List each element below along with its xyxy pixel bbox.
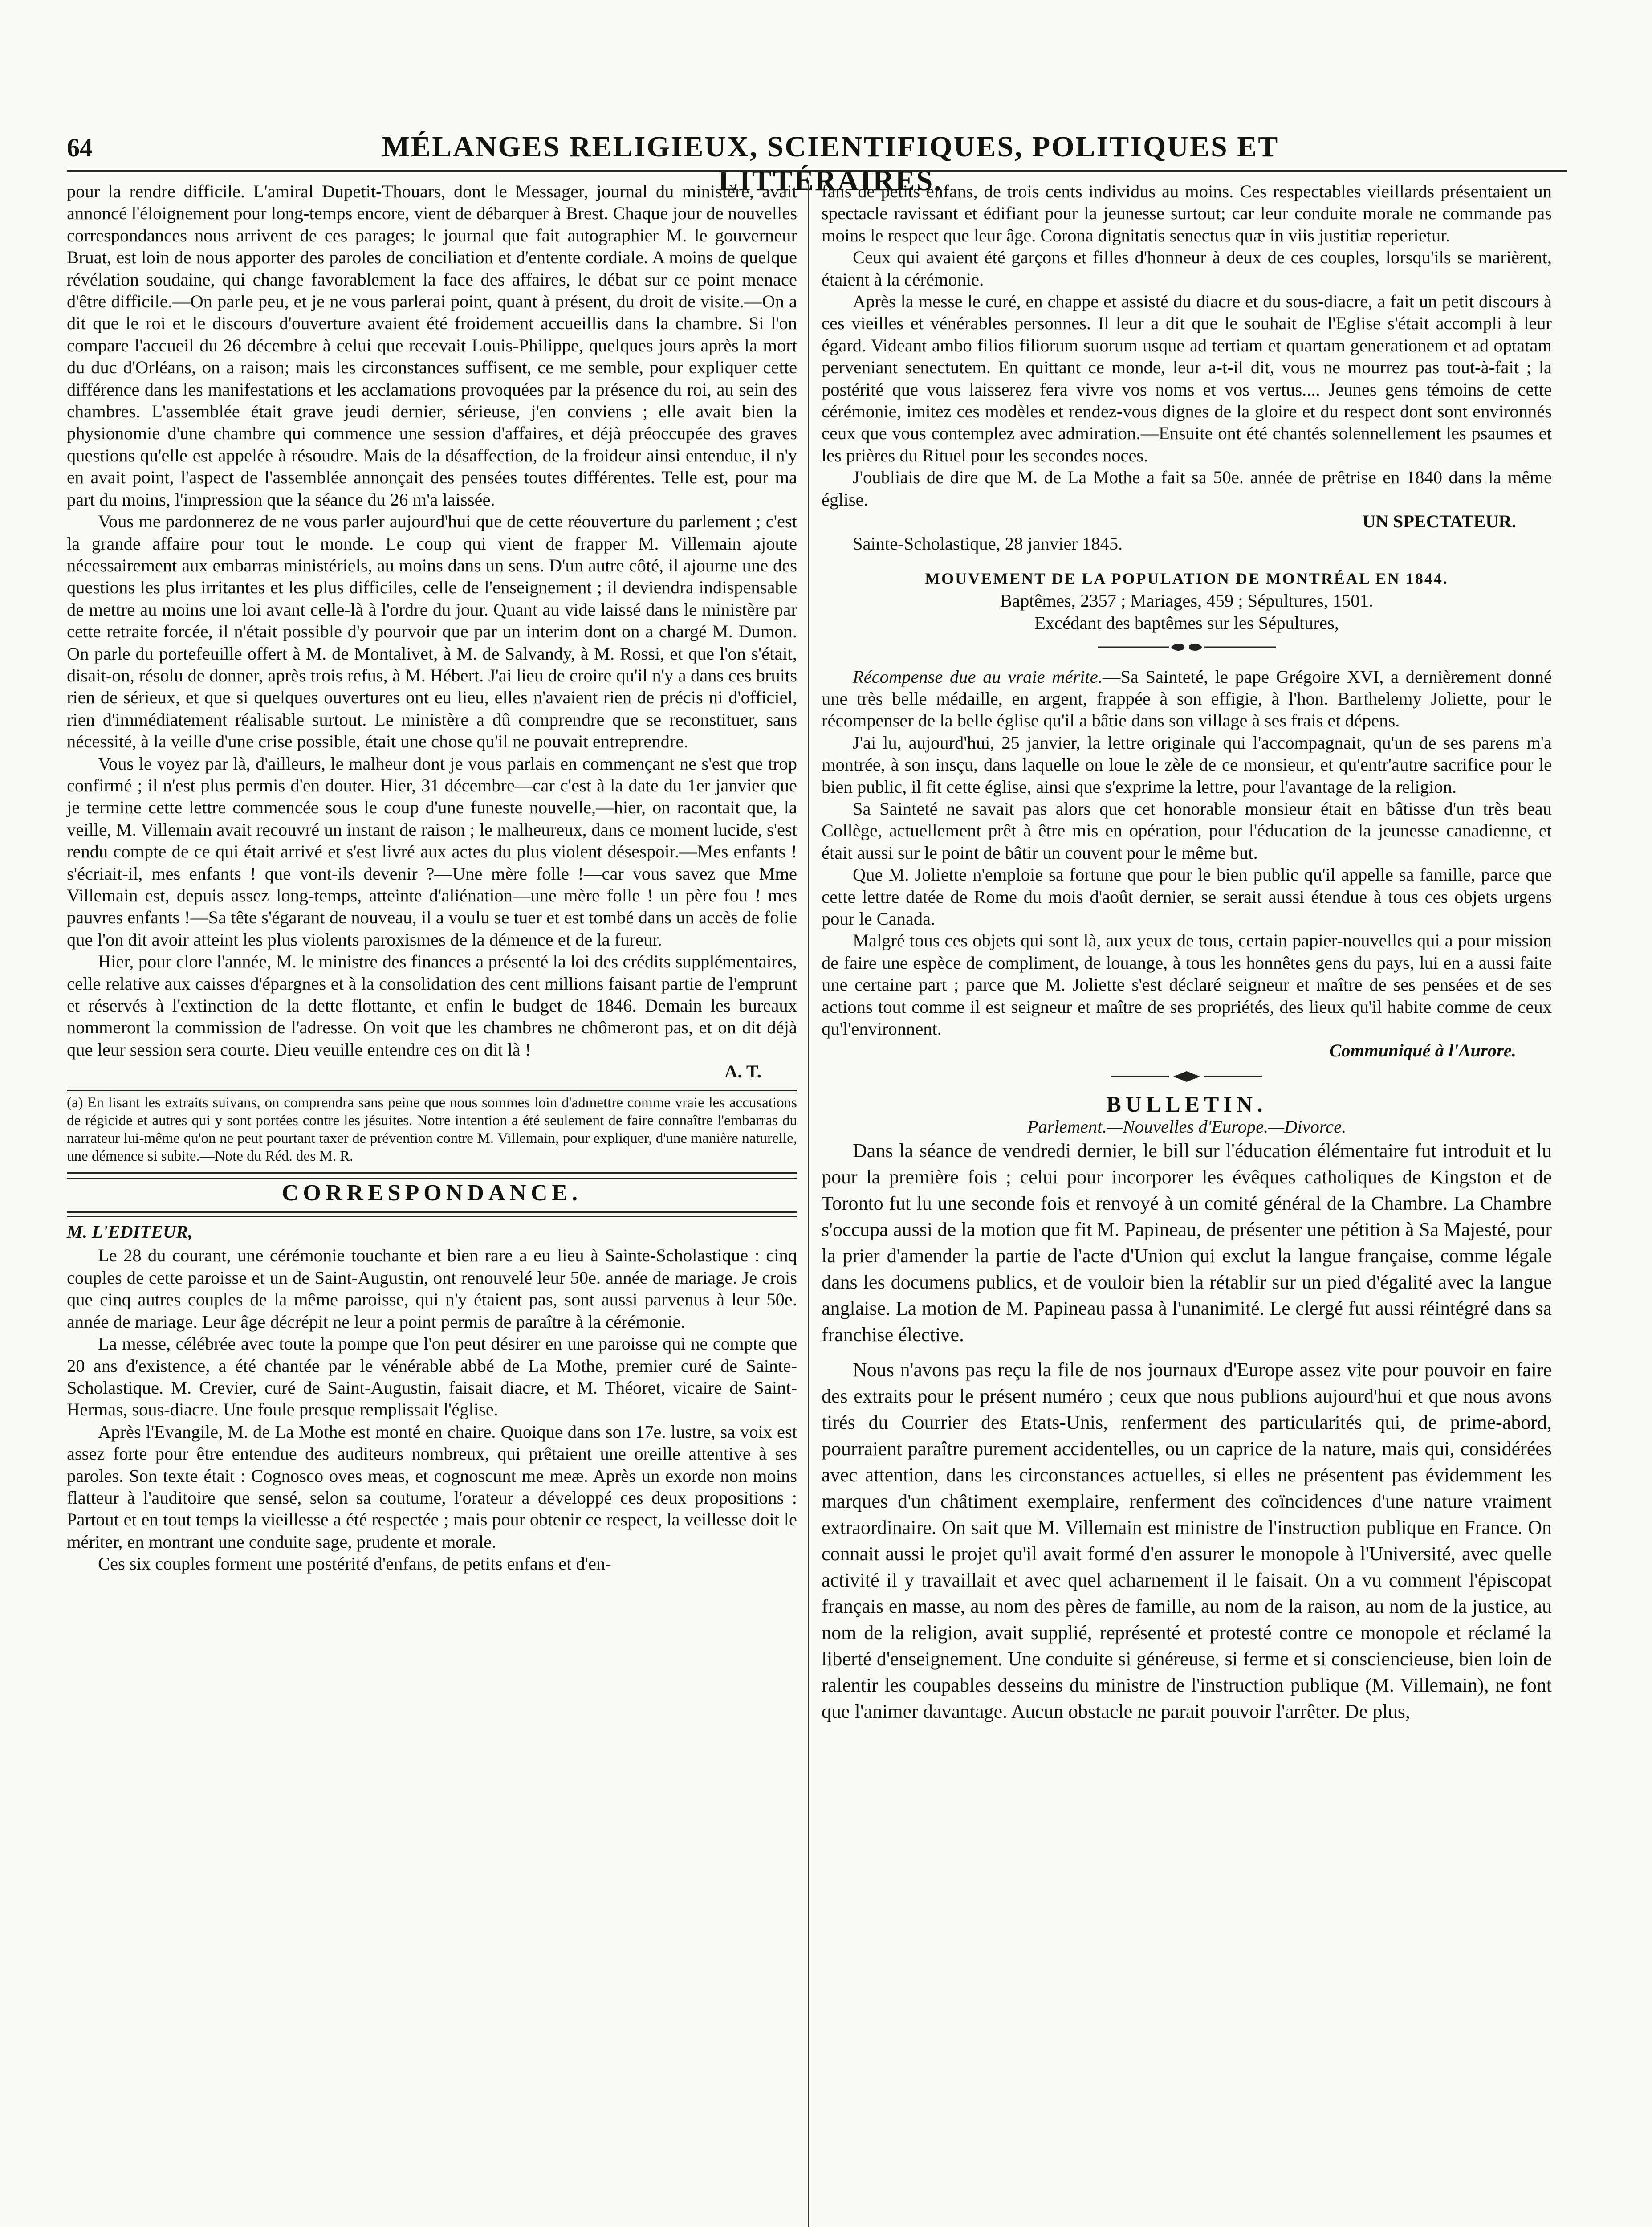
editor-note: (a) En lisant les extraits suivans, on comprendra sans peine que nous sommes loin d'admettre comme vraie les accusations de régicide et autres qui y sont portées contre les jésuites. Notre intention a été seulement de faire connaître l'embarras du narrateur lui-même qu'on ne peut pourtant taxer de prévention contre M. Villemain, pour expliquer, d'une manière naturelle, une démence si subite.—Note du Réd. des M. R. — [67, 1090, 797, 1165]
population-excess: Excédant des baptêmes sur les Sépultures, — [1034, 612, 1339, 633]
section-rule — [67, 1211, 797, 1217]
article-paragraph: Sa Sainteté ne savait pas alors que cet honorable monsieur était en bâtisse d'un très beau Collège, actuellement prêt à être mis en opération, pour l'éducation de la jeunesse canadienne, et était aussi sur le point de bâtir un couvent pour le même but. — [822, 798, 1552, 863]
article-paragraph: Ceux qui avaient été garçons et filles d'honneur à deux de ces couples, lorsqu'ils se marièrent, étaient à la cérémonie. — [822, 247, 1552, 290]
article-paragraph: Le 28 du courant, une cérémonie touchante et bien rare a eu lieu à Sainte-Scholastique : cinq couples de cette paroisse et un de Saint-Augustin, ont renouvelé leur 50e. année de mariage. Je crois que cinq autres couples de la même paroisse, qui n'y étaient pas, sont aussi parvenus à leur 50e. année de mariage. Leur âge décrépit ne leur a point permis de paraître à la cérémonie. — [67, 1245, 797, 1332]
article-paragraph: Vous le voyez par là, d'ailleurs, le malheur dont je vous parlais en commençant ne s'est que trop confirmé ; il n'est plus permis d'en douter. Hier, 31 décembre—car c'est à la date du 1er janvier que je termine cette lettre commencée sous le coup d'une funeste nouvelle,—hier, on racontait que, la veille, M. Villemain avait recouvré un instant de raison ; le malheureux, dans ce moment lucide, s'est rendu compte de ce qui était arrivé et s'est livré aux actes du plus violent désespoir.—Mes enfants ! s'écriait-il, mes enfants ! que vont-ils devenir ?—Une mère folle !—car vous savez que Mme Villemain est, depuis assez long-temps, atteinte d'aliénation—une mère folle ! un père fou ! mes pauvres enfants !—Sa tête s'égarant de nouveau, il a voulu se tuer et est tombé dans un accès de folie que l'on dit avoir atteint les plus violents paroxismes de la démence et de la fureur. — [67, 753, 797, 950]
article-paragraph: Que M. Joliette n'emploie sa fortune que pour le bien public qu'il appelle sa famille, parce que cette lettre datée de Rome du mois d'août dernier, se serait aussi étendue à tous ces objets urgens pour le Canada. — [822, 865, 1552, 929]
salutation: M. L'EDITEUR, — [67, 1222, 193, 1242]
bulletin-subheading: Parlement.—Nouvelles d'Europe.—Divorce. — [1027, 1116, 1347, 1137]
article-paragraph: Après l'Evangile, M. de La Mothe est monté en chaire. Quoique dans son 17e. lustre, sa voix est assez forte pour être entendue des auditeurs nombreux, qui prêtaient une oreille attentive à ses paroles. Son texte était : Cognosco oves meas, et cognoscunt me meæ. Après un exorde non moins flatteur à l'auditoire que sensé, selon sa coutume, l'orateur a développé ces deux propositions : Partout et en tout temps la vieillesse a été respectée ; mais pour obtenir ce respect, la veillesse doit le mériter, en montrant une conduite sage, prudente et morale. — [67, 1421, 797, 1552]
running-head: MÉLANGES RELIGIEUX, SCIENTIFIQUES, POLITIQUES ET LITTÉRAIRES. — [382, 131, 1279, 197]
article-body: —Sa Sainteté, le pape Grégoire XVI, a dernièrement donné une très belle médaille, en argent, frappée à son effigie, à l'hon. Barthelemy Joliette, pour le récompenser de la belle église qu'il a bâtie dans son village à ses frais et dépens. — [822, 666, 1552, 731]
communique-credit: Communiqué à l'Aurore. — [1329, 1040, 1516, 1061]
article-paragraph: fans de petits enfans, de trois cents individus au moins. Ces respectables vieillards présentaient un spectacle ravissant et édifiant pour la jeunesse surtout; car leur conduite morale ne commande pas moins le respect que leur âge. Corona dignitatis senectus quæ in viis justitiæ reperietur. — [822, 181, 1552, 245]
article-paragraph: Dans la séance de vendredi dernier, le bill sur l'éducation élémentaire fut introduit et lu pour la première fois ; celui pour incorporer les évêques catholiques de Kingston et de Toronto fut lu une seconde fois et renvoyé à un comité général de la Chambre. La Chambre s'occupa aussi de la motion que fit M. Papineau, de présenter une pétition à Sa Majesté, pour la prier d'amender la partie de l'acte d'Union qui exclut la langue française, comme légale dans les documens publics, et de vouloir bien la rétablir sur un pied d'égalité avec la langue anglaise. La motion de M. Papineau passa à l'unanimité. Le clergé fut aussi réintégré dans sa franchise élective. — [822, 1140, 1552, 1346]
article-paragraph — [822, 666, 1552, 732]
article-paragraph: Ces six couples forment une postérité d'enfans, de petits enfans et d'en- — [98, 1554, 611, 1574]
article-paragraph: Malgré tous ces objets qui sont là, aux yeux de tous, certain papier-nouvelles qui a pour mission de faire une espèce de compliment, de louange, à tous les honnêtes gens du pays, lui en a aussi faite une certaine part ; parce que M. Joliette s'est déclaré seigneur et maître de ses pensées et de ses actions tout comme il est seigneur et maître de ses propriétés, des lieux qu'il habite comme de ceux qu'l'environnent. — [822, 930, 1552, 1039]
right-column — [822, 180, 1552, 1725]
dateline: Sainte-Scholastique, 28 janvier 1845. — [853, 533, 1123, 554]
ornament-icon — [1107, 1070, 1267, 1083]
section-heading: CORRESPONDANCE. — [281, 1180, 582, 1206]
section-rule — [67, 1172, 797, 1179]
article-paragraph: J'oubliais de dire que M. de La Mothe a fait sa 50e. année de prêtrise en 1840 dans la même église. — [822, 467, 1552, 510]
bulletin-heading: BULLETIN. — [1106, 1092, 1267, 1117]
population-title: MOUVEMENT DE LA POPULATION DE MONTRÉAL EN 1844. — [925, 569, 1449, 587]
ornament-divider — [822, 638, 1552, 660]
header-rule — [67, 170, 1567, 172]
article-paragraph: La messe, célébrée avec toute la pompe que l'on peut désirer en une paroisse qui ne compte que 20 ans d'existence, a été chantée par le vénérable abbé de La Mothe, premier curé de Sainte-Scholastique. M. Crevier, curé de Saint-Augustin, faisait diacre, et M. Théoret, vicaire de Saint-Hermas, sous-diacre. Une foule presque remplissait l'église. — [67, 1334, 797, 1420]
article-paragraph: Nous n'avons pas reçu la file de nos journaux d'Europe assez vite pour pouvoir en faire des extraits pour le présent numéro ; ceux que nous publions aujourd'hui et que nous avons tirés du Courrier des Etats-Unis, renferment des particularités qui, de prime-abord, pourraient paraître purement accidentelles, ou un caprice de la nature, mais qui, considérées avec attention, dans les circonstances actuelles, si elles ne présentent pas évidemment les marques d'un châtiment exemplaire, renferment des coïncidences d'une nature vraiment extraordinaire. On sait que M. Villemain est ministre de l'instruction publique en France. On connait aussi le projet qu'il avait formé d'en assurer le monopole à l'Université, avec quelle activité il y travaillait et avec quel acharnement il le faisait. On a vu comment l'épiscopat français en masse, au nom des pères de famille, au nom de la raison, au nom de la justice, au nom de la religion, avait supplié, représenté et protesté contre ce monopole et réclamé la liberté d'enseignement. Une conduite si généreuse, si ferme et si consciencieuse, bien loin de ralentir les coupables desseins du ministre de l'instruction publique (M. Villemain), ne font que l'animer davantage. Aucun obstacle ne parait pouvoir l'arrêter. De plus, — [822, 1359, 1552, 1723]
article-lead: Récompense due au vraie mérite. — [853, 666, 1103, 687]
page-number: 64 — [67, 133, 93, 162]
article-paragraph: Après la messe le curé, en chappe et assisté du diacre et du sous-diacre, a fait un petit discours à ces vieilles et vénérables personnes. Il leur a dit que le souhait de l'Eglise s'était accompli à leur égard. Videant ambo filios filiorum suorum usque ad tertiam et quartam generationem et ad optatam perveniant senectutem. En quittant ce monde, leur a-t-il dit, vous ne mourrez pas tout-à-fait ; la postérité que vous laisserez fera vivre vos noms et vos vertus.... Jeunes gens témoins de cette cérémonie, imitez ces modèles et rendez-vous dignes de la gloire et du respect dont sont environnés ceux que vous contemplez avec admiration.—Ensuite ont été chantés solennellement les psaumes et les prières du Rituel pour les secondes noces. — [822, 291, 1552, 465]
article-paragraph: pour la rendre difficile. L'amiral Dupetit-Thouars, dont le Messager, journal du ministère, avait annoncé l'éloignement pour long-temps encore, vient de débarquer à Brest. Chaque jour de nouvelles correspondances nous arrivent de ces parages; le journal que fait autographier M. le gouverneur Bruat, est loin de nous apporter des paroles de conciliation et d'entente cordiale. A moins de quelque révélation soudaine, qui change favorablement la face des affaires, le débat sur ce point menace d'être difficile.—On parle peu, et je ne vous parlerai point, quant à présent, du droit de visite.—On a dit que le roi et le discours d'ouverture avaient été froidement accueillis dans la chambre. Si l'on compare l'accueil du 26 décembre à celui que recevait Louis-Philippe, quelques jours après la mort du duc d'Orléans, on a raison; mais les circonstances suffisent, ce me semble, pour expliquer cette différence dans les manifestations et les acclamations provoquées par la présence du roi, au sein des chambres. L'assemblée était grave jeudi dernier, sérieuse, j'en conviens ; elle avait bien la physionomie d'une chambre qui commence une session d'affaires, et déjà préoccupée des graves questions qu'elle est appelée à résoudre. Mais de la désaffection, de la froideur ainsi entendue, il n'y en avait point, l'aspect de l'assemblée annonçait des pensées toutes différentes. Telle est, pour ma part du moins, l'impression que la séance du 26 m'a laissée. — [67, 181, 797, 510]
article-paragraph: Hier, pour clore l'année, M. le ministre des finances a présenté la loi des crédits supplémentaires, celle relative aux caisses d'épargnes et à la consolidation des cent millions faisant partie de l'emprunt et réservés à l'extinction de la dette flottante, et enfin le budget de 1846. Demain les bureaux nommeront la commission de l'adresse. On voit que les chambres ne chômeront pas, et on dit déjà que leur session sera courte. Dieu veuille entendre ces on dit là ! — [67, 951, 797, 1060]
population-figures: Baptêmes, 2357 ; Mariages, 459 ; Sépultures, 1501. — [1000, 591, 1373, 611]
column-divider — [808, 180, 809, 2227]
ornament-icon — [1093, 639, 1280, 655]
article-paragraph: J'ai lu, aujourd'hui, 25 janvier, la lettre originale qui l'accompagnait, qu'un de ses parens m'a montrée, à son insçu, dans laquelle on loue le zèle de ce monsieur, et qu'entr'autre sacrifice pour le bien public, il fit cette église, ainsi que s'exprime la lettre, pour l'avantage de la religion. — [822, 732, 1552, 797]
article-paragraph: Vous me pardonnerez de ne vous parler aujourd'hui que de cette réouverture du parlement ; c'est la grande affaire pour tout le monde. Le coup qui vient de frapper M. Villemain ajoute nécessairement aux embarras ministériels, au moins dans un sens. D'un autre côté, il ajourne une des questions les plus irritantes et les plus difficiles, celle de l'enseignement ; il deviendra indispensable de mettre au moins une loi avant celle-là à l'ordre du jour. Quant au vide laissé dans le ministère par cette retraite forcée, il n'était possible d'y pourvoir que par un interim dont on a chargé M. Dumon. On parle du portefeuille offert à M. de Montalivet, à M. de Salvandy, à M. Rossi, et que l'on s'était, disait-on, résolu de donner, après trois refus, à M. Hébert. J'ai lieu de croire qu'il n'y a dans ces bruits rien de sérieux, et que si quelques ouvertures ont eu lieu, elles n'avaient rien de précis ni d'officiel, rien d'immédiatement réalisable surtout. Le ministère a dû comprendre que se reconstituer, sans nécessité, à la veille d'une crise possible, était une chose qu'il ne pouvait entreprendre. — [67, 511, 797, 752]
signature: A. T. — [724, 1061, 761, 1082]
signature: UN SPECTATEUR. — [1362, 511, 1516, 532]
ornament-divider — [822, 1066, 1552, 1088]
left-column — [67, 180, 797, 1575]
